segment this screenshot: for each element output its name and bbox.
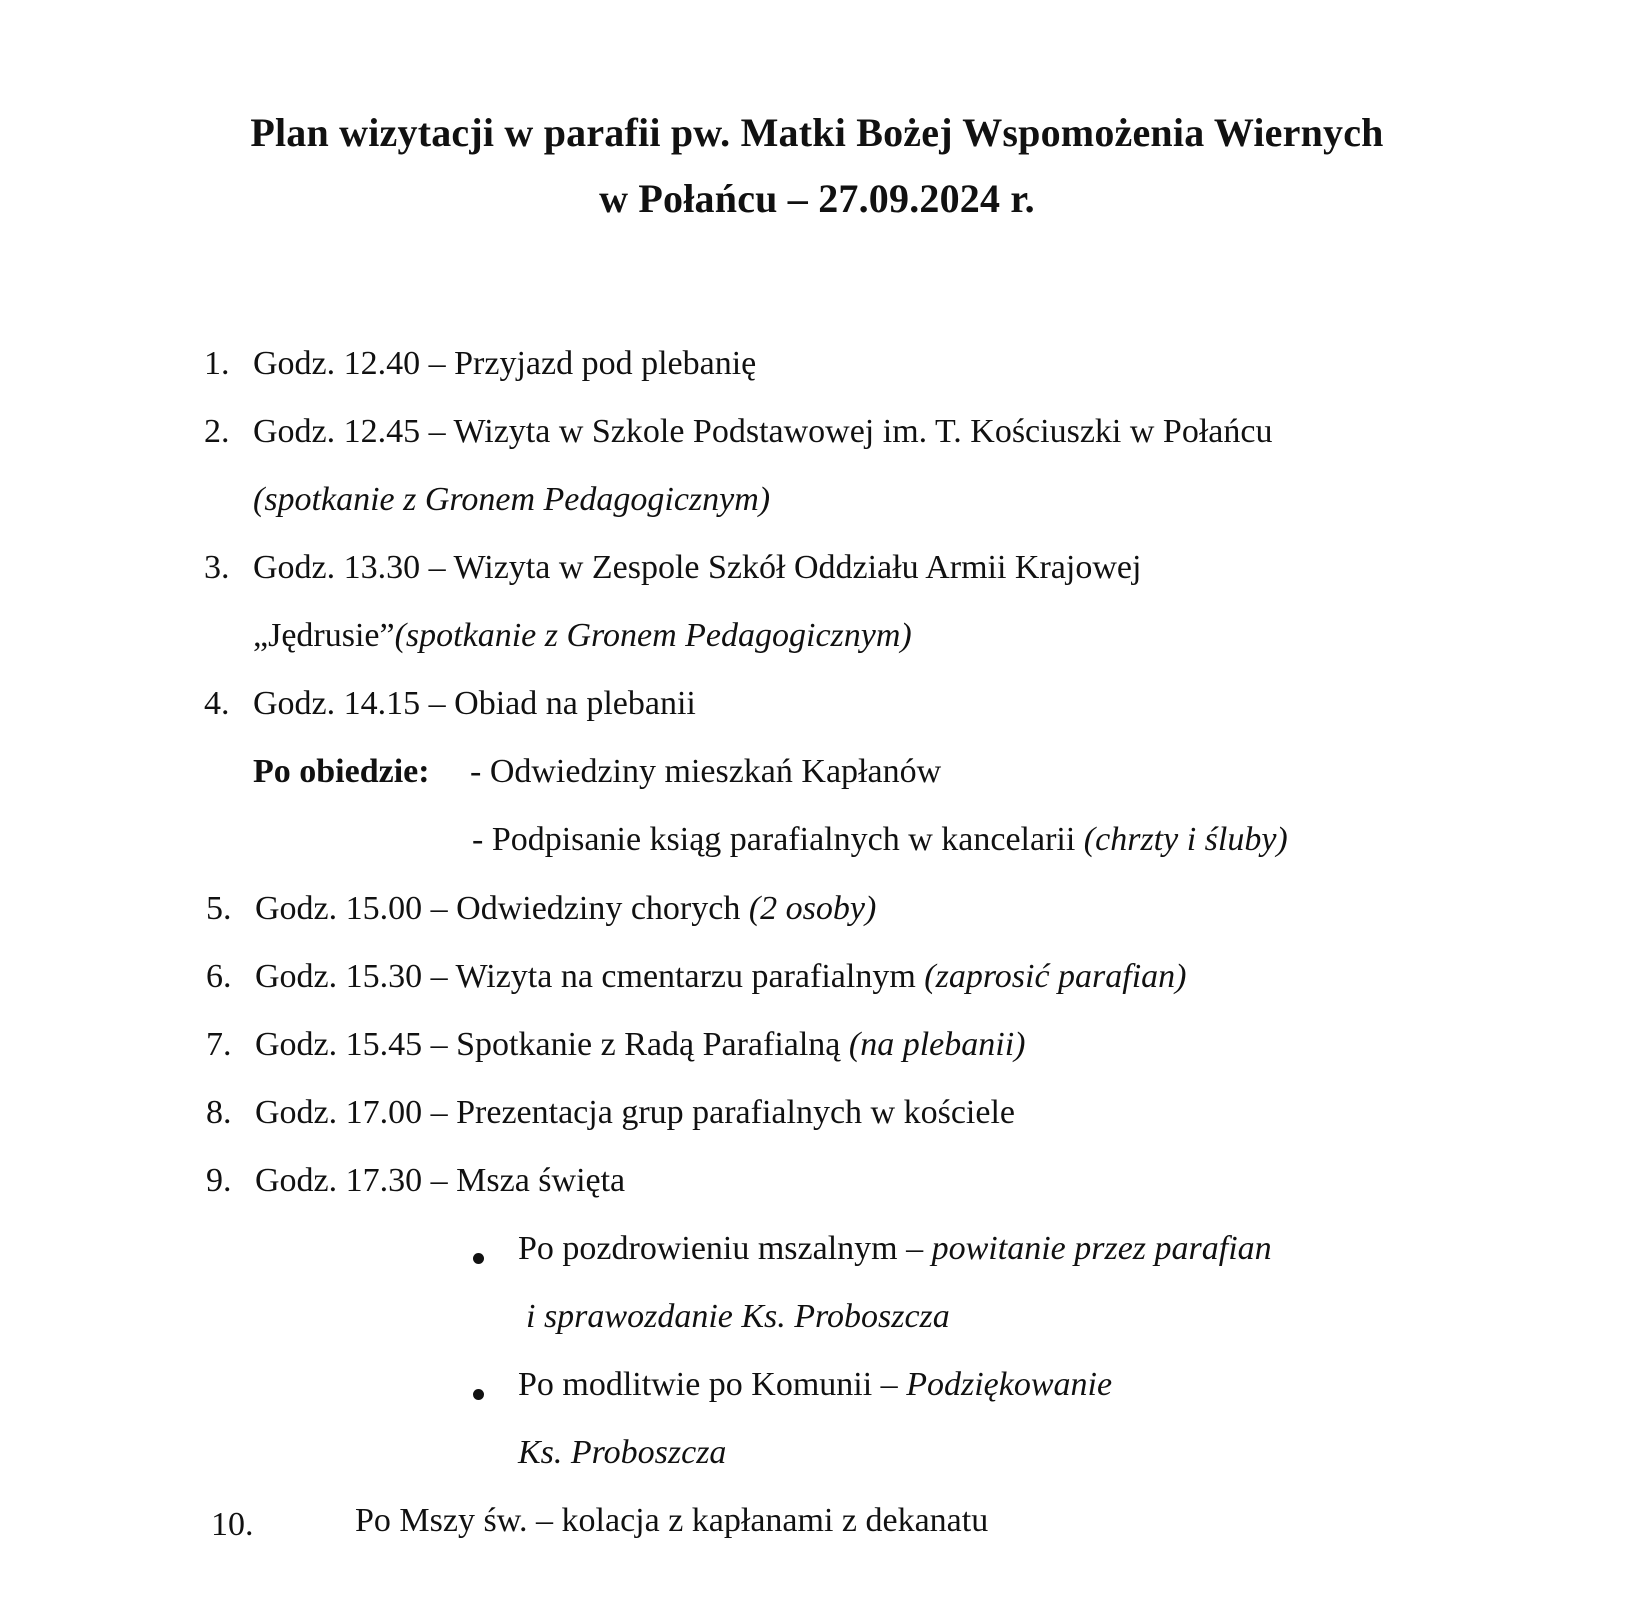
item-note: (na plebanii) bbox=[848, 1026, 1026, 1063]
bullet-text: Po modlitwie po Komunii – bbox=[518, 1366, 898, 1403]
item-number: 9. bbox=[206, 1162, 232, 1199]
document-title-line-1: Plan wizytacji w parafii pw. Matki Bożej Wspomożenia Wiernych bbox=[250, 110, 1384, 155]
bullet-line bbox=[518, 1227, 1272, 1271]
item-number: 3. bbox=[204, 549, 230, 586]
bullet-text: Po pozdrowieniu mszalnym – bbox=[518, 1230, 924, 1267]
item-number: 6. bbox=[206, 958, 232, 995]
after-lunch-label: Po obiedzie: bbox=[253, 753, 430, 790]
item-text: Godz. 13.30 – Wizyta w Zespole Szkół Oddziału Armii Krajowej bbox=[253, 549, 1142, 586]
after-lunch-item-note: (chrzty i śluby) bbox=[1083, 821, 1288, 858]
item-number: 4. bbox=[204, 685, 230, 722]
bullet-icon bbox=[473, 1253, 484, 1264]
item-text: Godz. 17.00 – Prezentacja grup parafialnych w kościele bbox=[255, 1094, 1015, 1131]
bullet-note: powitanie przez parafian bbox=[931, 1230, 1272, 1267]
item-number: 7. bbox=[206, 1026, 232, 1063]
after-lunch-item bbox=[472, 818, 1288, 862]
item-number: 1. bbox=[204, 345, 230, 382]
item-line bbox=[255, 887, 876, 931]
item-text: Godz. 17.30 – Msza święta bbox=[255, 1162, 626, 1199]
item-note: (spotkanie z Gronem Pedagogicznym) bbox=[394, 617, 912, 654]
item-text: Godz. 14.15 – Obiad na plebanii bbox=[253, 685, 696, 722]
item-number: 8. bbox=[206, 1094, 232, 1131]
bullet-line bbox=[518, 1363, 1112, 1407]
item-text: Godz. 12.40 – Przyjazd pod plebanię bbox=[253, 345, 757, 382]
item-line bbox=[255, 955, 1187, 999]
bullet-note: Podziękowanie bbox=[906, 1366, 1113, 1403]
document-title-line-2: w Połańcu – 27.09.2024 r. bbox=[599, 176, 1035, 221]
bullet-icon bbox=[473, 1389, 484, 1400]
item-note: (2 osoby) bbox=[748, 890, 877, 927]
item-text: Po Mszy św. – kolacja z kapłanami z dekanatu bbox=[355, 1502, 989, 1539]
item-text: Godz. 12.45 – Wizyta w Szkole Podstawowej im. T. Kościuszki w Połańcu bbox=[253, 413, 1273, 450]
item-text: Godz. 15.00 – Odwiedziny chorych bbox=[255, 890, 741, 927]
item-sub: „Jędrusie” bbox=[253, 617, 395, 654]
item-number: 10. bbox=[211, 1506, 254, 1543]
after-lunch-item-text: - Podpisanie ksiąg parafialnych w kancelarii bbox=[472, 821, 1076, 858]
item-text: Godz. 15.45 – Spotkanie z Radą Parafialną bbox=[255, 1026, 841, 1063]
item-note: (zaprosić parafian) bbox=[924, 958, 1187, 995]
bullet-note-continued: i sprawozdanie Ks. Proboszcza bbox=[526, 1298, 950, 1335]
after-lunch-item: - Odwiedziny mieszkań Kapłanów bbox=[470, 753, 942, 790]
item-line bbox=[255, 1023, 1025, 1067]
item-text: Godz. 15.30 – Wizyta na cmentarzu parafialnym bbox=[255, 958, 916, 995]
item-subline bbox=[253, 614, 912, 658]
bullet-note-continued: Ks. Proboszcza bbox=[518, 1434, 727, 1471]
item-number: 2. bbox=[204, 413, 230, 450]
item-note: (spotkanie z Gronem Pedagogicznym) bbox=[253, 481, 771, 518]
item-number: 5. bbox=[206, 890, 232, 927]
